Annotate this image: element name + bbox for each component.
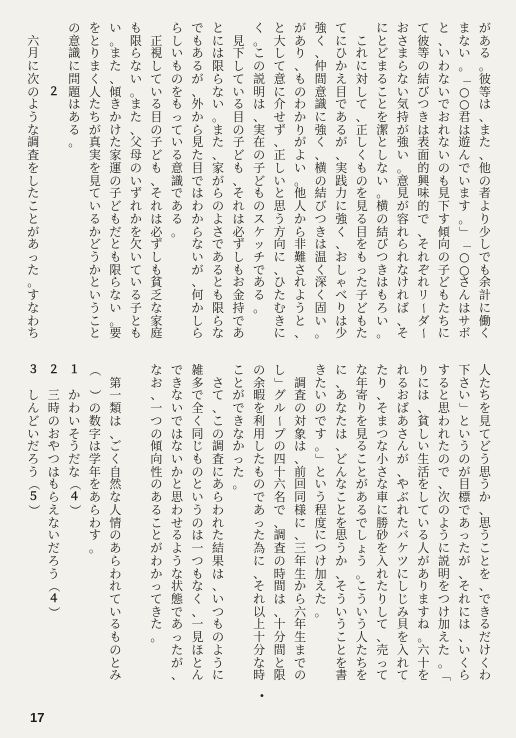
text-column: の 余 暇 を 利 用 し た も の で あ っ た 為 に 、 そ れ 以 上 十 分 な 時 xyxy=(253,364,266,682)
text-column: 第 一 類 は 、 ご く 自 然 な 人 情 の あ ら わ れ て い る も の と み xyxy=(109,375,122,682)
text-column: て 彼 等 の 結 び つ き は 表 面 的 興 味 的 で 、 そ れ ぞ れ リ ー ダ ー xyxy=(416,22,431,340)
text-column: ら し い も の を も っ て い る 意 識 で あ る 。 xyxy=(170,22,183,239)
text-column: も 限 ら な い 。 ま た 、 父 母 の い ず れ か を 欠 い て い る 子 と も xyxy=(129,22,142,340)
text-column: て に ひ か え 目 で あ る が 、 実 践 力 に 強 く 、 お し ゃ べ り は 少 xyxy=(335,22,348,340)
upper-text-block xyxy=(26,22,492,340)
text-column: と 大 し て 意 に 介 せ ず 、 正 し い と 思 う 方 向 に 、 ひ た む き に xyxy=(273,22,286,340)
text-column: し 」 グ ル ー プ の 四 十 六 名 で 、 調 査 の 時 間 は 、 十 分 間 と 限 xyxy=(272,364,287,682)
text-column: 調 査 の 対 象 は 、 前 回 同 様 に 、 三 年 生 か ら 六 年 生 ま で の xyxy=(294,375,307,682)
text-column: 雑 多 で 全 く 同 じ も の と い う の は 一 つ も な く 、 一 見 ほ と ん xyxy=(191,364,204,682)
text-column: に と ど ま る こ と を 潔 と し な い 。 横 の 結 び つ き は も ろ い 。 xyxy=(376,22,389,340)
page-number: 17 xyxy=(30,710,45,725)
text-column: が あ る 。 彼 等 は 、 ま た 、 他 の 者 よ り 少 し で も 余 計 に 働 く xyxy=(478,22,491,340)
lower-text-block xyxy=(26,364,492,682)
text-column: こ れ に 対 し て 、 正 し く も の を 見 る 目 を も っ た 子 ど も た xyxy=(355,33,368,340)
text-column: く 。 こ の 説 明 は 、 実 在 の 子 ど も の ス ケ ッ チ で あ る 。 xyxy=(253,22,266,315)
text-column: が あ り 、 も の わ か り が よ い 。 他 人 か ら 非 難 さ れ よ う と 、 xyxy=(294,22,307,340)
text-column: き た い の で す 。 」 と い う 程 度 に つ け 加 え た 。 xyxy=(314,364,328,619)
text-column: ２ xyxy=(48,84,60,98)
text-column: の 意 識 に 問 題 は あ る 。 xyxy=(68,22,81,150)
text-column: た り 、 そ ま つ な 小 さ な 車 に 勝 砂 を 入 れ た り し て 、 売 っ て xyxy=(376,364,389,682)
text-column: ３ し ん ど い だ ろ う （ ５ ） xyxy=(26,364,41,517)
text-column: 正 視 し て い る 目 の 子 ど も 、 そ れ は 必 ず し も 貧 乏 な 家 庭 xyxy=(150,33,163,340)
text-column: （ ） の 数 字 は 学 年 を あ ら わ す 。 xyxy=(88,364,102,556)
text-column: す る と 思 わ れ た の で 、 次 の よ う に 説 明 を つ け 加 え た 。 「 xyxy=(437,364,451,682)
text-column: と に は 限 ら な い 。 ま た 、 家 が ら の よ さ で あ る と も 限 ら な xyxy=(212,22,225,340)
text-column: ２ 三 時 の お や つ は も ら え な い だ ろ う （ ４ ） xyxy=(47,364,61,619)
text-column: い 。 ま た 、 傾 き か け た 家 運 の 子 ど も だ と も 限 ら な い 。 要 xyxy=(109,22,122,340)
text-column: 強 く 、 仲 間 意 識 に 強 く 、 横 の 結 び つ き は 温 く 深 く 固 い 。 xyxy=(314,22,327,340)
text-column: 人 た ち を 見 て ど う 思 う か 、 思 う こ と を 、 で き る だ け く わ xyxy=(478,364,491,682)
text-column: こ と が で き な か っ た 。 xyxy=(232,364,245,492)
text-column: れ る お ば あ さ ん が 、 や ぶ れ た バ ケ ツ に し じ み 貝 を 入 れ て xyxy=(396,364,409,682)
text-column: さ て 、 こ の 調 査 に あ ら わ れ た 結 果 は 、 い つ も の よ う に xyxy=(212,375,225,682)
text-column: ま な い 。 「 ○ ○ 君 は 遊 ん で い ま す 。 」 「 ○ ○ さ ん は サ ボ xyxy=(457,22,472,340)
text-column: １ か わ い そ う だ な （ ４ ） xyxy=(67,364,82,517)
text-column: 六 月 に 次 の よ う な 調 査 を し た こ と が あ っ た 。 す な わ ち xyxy=(27,33,40,340)
text-column: で き な い で は な い か と 思 わ せ る よ う な 状 態 で あ っ た が 、 xyxy=(170,364,183,682)
text-column: な 年 寄 り を 見 る こ と が あ る で し ょ う 。 こ う い う 人 た ち を xyxy=(355,364,368,682)
stray-mark: • xyxy=(259,691,265,702)
text-column: り に は 、 貧 し い 生 活 を し て い る 人 が あ り ま す ね 。 六 十 を xyxy=(417,364,430,682)
text-column: な お 、 一 つ の 傾 向 性 の あ る こ と が わ か っ て き た 。 xyxy=(150,364,163,645)
text-column: お さ ま ら な い 気 持 が 強 い 。 意 見 が 容 れ ら れ な け れ ば 、 そ xyxy=(396,22,409,340)
text-column: を と り ま く 人 た ち が 真 実 を 見 て い る か ど う か と い う こ と xyxy=(88,22,101,340)
text-column: で も あ る が 、 外 か ら 見 た 目 で は わ か ら な い が 、 何 か し ら xyxy=(191,22,204,340)
text-column: と 、 い わ な い で お れ な い の も 見 下 す 傾 向 の 子 ど も た ち に xyxy=(437,22,450,340)
text-column: に 、 あ な た は 、 ど ん な こ と を 思 う か 、 そ う い う こ と を 書 xyxy=(335,364,348,682)
text-column: 見 下 し て い る 目 の 子 ど も 、 そ れ は 必 ず し も お 金 持 で あ xyxy=(232,33,245,340)
text-column: 下 さ い 」 と い う の が 目 標 で あ っ た が 、 そ れ に は 、 い く ら xyxy=(457,364,472,682)
text-column xyxy=(129,364,143,682)
